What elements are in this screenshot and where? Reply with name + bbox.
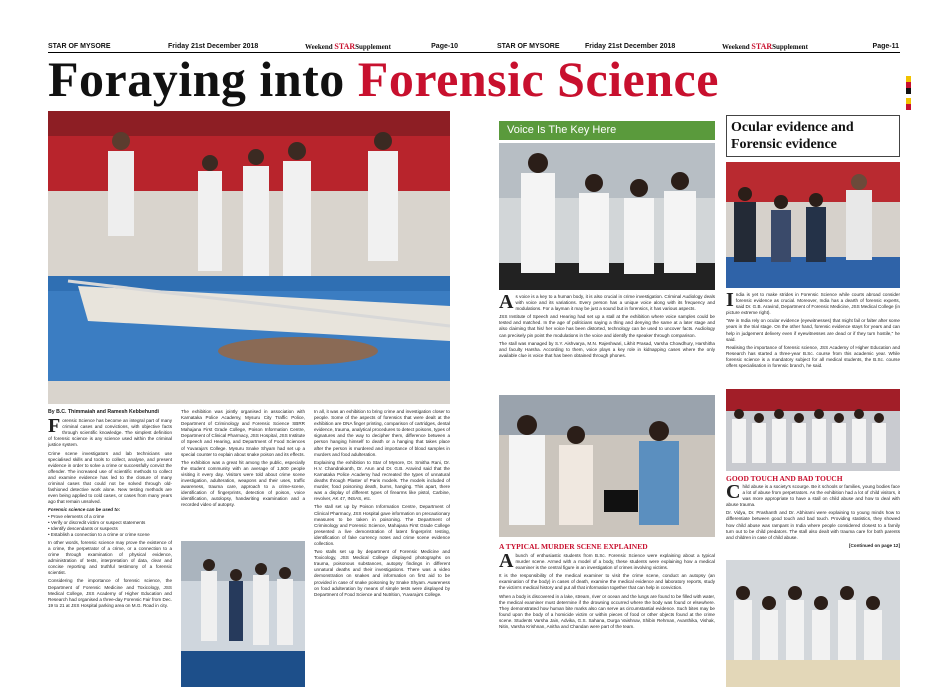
page-number: Page-10: [431, 42, 458, 50]
voice-heading: Voice Is The Key Here: [499, 121, 715, 140]
paper-name: STAR OF MYSORE: [497, 42, 560, 50]
issue-date: Friday 21st December 2018: [585, 42, 676, 50]
paper-name: STAR OF MYSORE: [48, 42, 111, 50]
exhibition-stall-photo: [181, 541, 305, 687]
murder-article-body: A bunch of enthusiastic students from B.Sc. Forensic Science were explaining about a typical murder scene. Armed with a model of a body, these students were explaining how a medical examiner is the central figure in an investigation of crimes involving victims. It is the responsibility of the medical examiner to visit the crime scene, conduct an autopsy (an examination of the body) in cases of death, examine the medical evidence and laboratory reports, study the victim's medical history and put all that information together that can help in conviction. When a body is discovered in a lake, stream, river or ocean and the lungs are found to be filled with water, the medical examiner must determine if the drowning occurred where the body was found or elsewhere. They demonstrated how human bite marks also can serve as circumstantial evidence. Such bites may be found upon the body of a homicide victim or within pieces of food or other objects found at the crime scene. Students Varsha Jain, Advika, G.S. Sahana, Durga Vaishnav, Shibin Rehman, Avanthika, Vishak, Nitin, Varsha Krishnan, Anitha and Chandan were part of the team.: [499, 553, 715, 630]
ocular-article-body: India is yet to make strides in Forensic Science while courts abroad consider forensic evidence as crucial. Moreover, India has a dearth of forensic experts, said Dr. G.B. Aravind, Department of Forensic Medicine, JSS Medical College (in picture extreme right). "We in India rely on ocular evidence (eyewitnesses) that might fail or falter after some years in the trial stage. On the other hand, forensic evidence stays for years and can help in judgement delivery even if eyewitnesses are dead or if they turn hostile," he said. Realising the importance of forensic science, JSS Academy of Higher Education and Research has started a three-year B.Sc. course from this academic year. While forensic science is a mandatory subject for all medical students, the B.Sc. course offers specialisation in forensic branch, he said.: [726, 292, 900, 369]
main-exhibition-photo: [48, 111, 450, 404]
color-registration-bar: [906, 76, 911, 110]
school-children-photo: [726, 560, 900, 687]
headline: Foraying into Forensic Science: [48, 51, 719, 107]
touch-article-body: Child abuse is a society's scourge. Be it schools or families, young bodies face a lot of abuse from perpetrators. As the exhibition had a lot of child visitors, it was more appropriate to have a stall on child abuse and how to deal with abuse trauma. Dr. Vidya, Dr. Prashanth and Dr. Abhirami were explaining to young minds how to differentiate between good touch and bad touch. Providing statistics, they showed how child abuse was rampant in India where people considered closest to a family turn out to be child predators. The stall also dealt with trauma care for both parents and children in case of child abuse. [Continued on page 12]: [726, 484, 900, 548]
voice-stall-photo: [499, 143, 715, 290]
continued-note: [Continued on page 12]: [848, 542, 900, 548]
main-article-col1: By B.C. Thimmaiah and Ramesh Kebbehundi Forensic Science has become an integral part of many criminal cases and convictions, with objective facts through scientific knowledge. The simplest definition of forensic science is any science used within the criminal justice system. Crime scene investigators and lab technicians use specialised skills and tools to collect, analyse, and present evidence in order to solve a crime or successfully convict the offender. The increased use of scientific methods to collect and examine evidence has led to the closure of many criminal cases that could not be solved through old-fashioned detective work alone. New testing methods are even being applied to cold cases, or cases from many years ago that remain unsolved. Forensic science can be used to: • Prove elements of a crime • Verify or discredit victim or suspect statements • Identify descendants or suspects • Establish a connection to a crime or crime scene In other words, forensic science may prove the existence of a crime, the perpetrator of a crime, or a connection to a crime through examination of physical evidence, administration of tests, interpretation of data, clear and concise reporting and truthful testimony of a forensic scientist. Considering the importance of forensic science, the Department of Forensic Medicine and Toxicology, JSS Medical College, JSS Academy of Higher Education and Research had organised a three-day Forensic Fair from Dec. 19 to 21 at JSS Hospital parking area on M.G. Road in city.: [48, 409, 172, 608]
page-number: Page-11: [872, 42, 899, 50]
supplement-label: Weekend STARSupplement: [305, 41, 391, 51]
children-visitors-photo: [726, 389, 900, 471]
touch-heading: GOOD TOUCH AND BAD TOUCH: [726, 474, 843, 483]
ocular-heading: Ocular evidence and Forensic evidence: [726, 115, 900, 157]
murder-heading: A TYPICAL MURDER SCENE EXPLAINED: [499, 542, 648, 551]
supplement-label: Weekend STARSupplement: [722, 41, 808, 51]
main-article-col3: In all, it was an exhibition to bring crime and investigation closer to people. Some of the aspects of forensics that were dealt at the exhibition are DNA finger printing, comparison of cartridges, dental evidence, trauma, analytical procedures to detect poisons, types of signatures and the way to decipher them, difference between a person hanging himself to death or a hanging that takes place after the person is murdered and importance of blood samples in murders and food adulteration. Explaining the exhibition to Star of Mysore, Dr. Smitha Rani, Dr. H.V. Chandrakanth, Dr. Arun and Dr. G.B. Aravind said that the Karnataka Police Academy had recreated the types of unnatural deaths through Plaster of Paris models. The models included of murder, food poisoning death, burns, hanging. This apart, there was a display of different types of firearms like pistol, Carbine, revolver, AK 47, INSAS, etc. The stall set up by Poison Information Centre, Department of Clinical Pharmacy, JSS Hospital gave information on precautionary measures to be taken in poisoning. The Department of Criminology and Forensic Science, Mahajana First Grade College presented a live demonstration of latent fingerprint testing, identification of fake currency notes and crime scene evidence collection. Two stalls set up by department of Forensic Medicine and Toxicology, JSS Medical College displayed photographs on trauma, poisonous substances, autopsy findings in different unnatural deaths and their investigations. There was a video demonstration on snakes and information on first aid to be provided in case of snake poisoning by Snake Shyam. Awareness on food adulteration by means of simple tests were displayed by Department of Food Science and Nutrition, Yuvaraja's College.: [314, 409, 450, 597]
voice-article-body: As voice is a key to a human body, it is also crucial in crime investigation. Criminal Audiology deals with voice and its variations. Every person has a unique voice along with its frequency and modulations. For a layman it may be just a sound but in forensics, it has various aspects. JSS Institute of Speech and Hearing had set up a stall at the exhibition where voice samples could be tested and matched. In the age of politicians saying a thing and denying the same at a later stage and also claiming that his/ her voice has been distorted, technology can be used to uncover facts. Audiology can precisely pin point the modulations in the voice and identify the speaker through comparison. The stall was managed by S.Y. Aishvarya, M.N. Rajeshwari, Likhit Prasad, Varsha Chowdhury, Harshitha and faculty Harsha. According to them, voice plays a key role in kidnapping cases where the only available clue is voice that has been obtained through phones.: [499, 294, 715, 358]
dropcap: F: [48, 415, 61, 438]
main-article-col2: The exhibition was jointly organised in association with Karnataka Police Academy, Mysuru City Traffic Police, Department of Criminology and Forensic Science SBRR Mahajana First Grade College, Poison Information Centre, Department of Clinical Pharmacy, JSS Hospital, JSS Institute of Speech and Hearing, and Department of Food Sciences of Yuvaraja's College. Mysuru Snake Shyam had set up a special counter to explain about snake poison and its effects. The exhibition was a great hit among the public, especially the student community with an average of 1,500 people visiting it every day. Visitors were told about crime scene investigation, adulteration, weapons and their uses, traffic awareness, trauma care, approach to a crime-scene, identification of fingerprints, detection of poison, voice identification, autolopsy, handwriting examination and a recorded video of autopsy.: [181, 409, 305, 508]
issue-date: Friday 21st December 2018: [168, 42, 259, 50]
doctor-explaining-photo: [726, 162, 900, 288]
forensic-students-photo: [499, 395, 715, 537]
byline: By B.C. Thimmaiah and Ramesh Kebbehundi: [48, 409, 159, 415]
